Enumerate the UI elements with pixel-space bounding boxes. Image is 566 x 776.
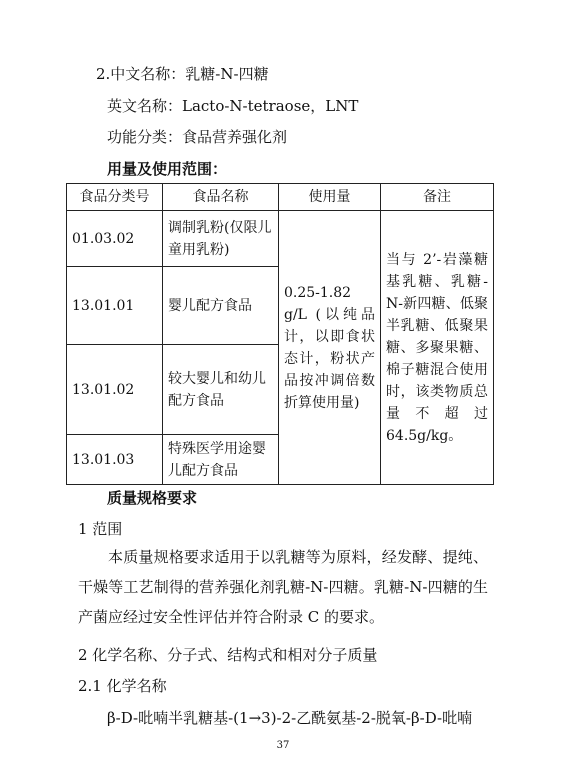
- food-name-cell: 调制乳粉(仅限儿童用乳粉): [163, 211, 279, 267]
- food-code-cell: 13.01.02: [67, 345, 163, 435]
- food-code-cell: 13.01.01: [67, 267, 163, 345]
- function-category-line: 功能分类：食品营养强化剂: [107, 128, 288, 146]
- chemical-info-title: 2 化学名称、分子式、结构式和相对分子质量: [78, 646, 378, 664]
- scope-paragraph: 本质量规格要求适用于以乳糖等为原料，经发酵、提纯、干燥等工艺制得的营养强化剂乳糖-N-四糖。乳糖-N-四糖的生产菌应经过安全性评估并符合附录 C 的要求。: [78, 548, 488, 626]
- food-name-cell: 特殊医学用途婴儿配方食品: [163, 435, 279, 485]
- usage-cell: 0.25-1.82 g/L (以纯品计，以即食状态计，粉状产品按冲调倍数折算使用量): [279, 211, 381, 485]
- note-cell: 当与 2’-岩藻糖基乳糖、乳糖-N-新四糖、低聚半乳糖、低聚果糖、多聚果糖、棉子糖混合使用时，该类物质总量不超过64.5g/kg。: [381, 211, 494, 485]
- chinese-name-line: 2.中文名称：乳糖-N-四糖: [96, 65, 269, 83]
- usage-heading: 用量及使用范围：: [107, 160, 228, 178]
- page-number: 37: [276, 740, 290, 751]
- chemical-name-text: β-D-吡喃半乳糖基-(1→3)-2-乙酰氨基-2-脱氧-β-D-吡喃: [107, 709, 473, 727]
- quality-heading: 质量规格要求: [107, 489, 198, 507]
- table-row: [67, 211, 494, 267]
- chemical-name-subtitle: 2.1 化学名称: [78, 677, 167, 695]
- scope-title: 1 范围: [78, 520, 123, 538]
- header-usage: 使用量: [279, 184, 381, 211]
- food-code-cell: 13.01.03: [67, 435, 163, 485]
- food-name-cell: 较大婴儿和幼儿配方食品: [163, 345, 279, 435]
- usage-table: [66, 183, 494, 485]
- header-food-code: 食品分类号: [67, 184, 163, 211]
- english-name-line: 英文名称：Lacto-N-tetraose，LNT: [107, 97, 359, 115]
- header-note: 备注: [381, 184, 494, 211]
- food-name-cell: 婴儿配方食品: [163, 267, 279, 345]
- header-food-name: 食品名称: [163, 184, 279, 211]
- table-header-row: [67, 184, 494, 211]
- food-code-cell: 01.03.02: [67, 211, 163, 267]
